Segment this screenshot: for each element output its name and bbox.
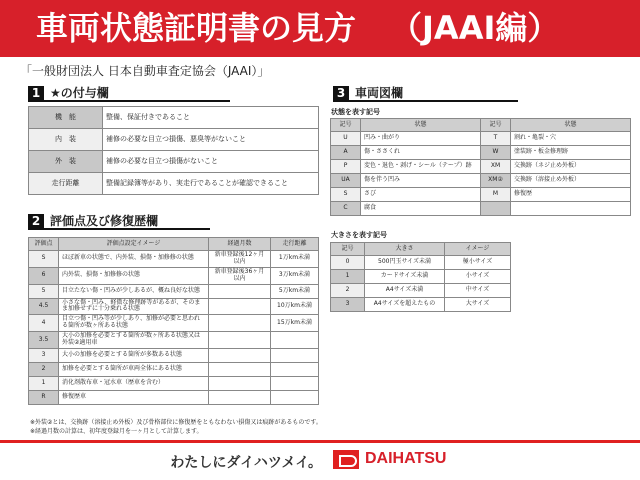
column-header: 記号 xyxy=(331,119,361,132)
header-row xyxy=(331,119,631,132)
table-cell: 交換跡（ネジ止め外板） xyxy=(511,160,631,174)
table-cell xyxy=(271,348,319,362)
footnote: ※外装②とは、交換跡（溶接止め外板）及び骨格部位に修復歴をともなわない損傷又は痕跡があるものです。 xyxy=(30,419,322,426)
grade-table xyxy=(28,237,319,405)
column-header: 大きさ xyxy=(365,243,445,256)
page-title: 車両状態証明書の見方 xyxy=(36,9,357,47)
table-row xyxy=(29,315,319,332)
state-symbols-label: 状態を表す記号 xyxy=(331,108,380,116)
table-cell xyxy=(209,284,271,298)
section1-heading xyxy=(28,86,230,102)
column-header: イメージ xyxy=(445,243,511,256)
table-cell xyxy=(209,362,271,376)
table-cell: カードサイズ未満 xyxy=(365,270,445,284)
table-row xyxy=(331,270,511,284)
table-cell: A4サイズを超えたもの xyxy=(365,298,445,312)
table-cell xyxy=(209,348,271,362)
table-row xyxy=(29,151,319,173)
table-cell: 塗装跡・板金修理跡 xyxy=(511,146,631,160)
table-cell: S xyxy=(29,251,59,268)
table-cell xyxy=(209,315,271,332)
table-cell: 腐食 xyxy=(361,202,481,216)
table-row xyxy=(29,129,319,151)
table-cell: 0 xyxy=(331,256,365,270)
table-cell: U xyxy=(331,132,361,146)
table-cell: 内 装 xyxy=(29,129,103,151)
table-cell: 3 xyxy=(331,298,365,312)
table-cell: A4サイズ未満 xyxy=(365,284,445,298)
table-cell xyxy=(481,202,511,216)
table-cell: 4.5 xyxy=(29,298,59,315)
table-cell: 目立つ傷・凹み等が少しあり、加修が必要と思われる箇所が数ヶ所ある状態 xyxy=(59,315,209,332)
column-header: 経過月数 xyxy=(209,238,271,251)
table-cell: 小さな傷・凹み、軽微な修理跡等があるが、そのまま加修せずに十分乗れる状態 xyxy=(59,298,209,315)
organization: 「一般財団法人 日本自動車査定協会（JAAI）」 xyxy=(20,64,270,78)
table-cell: 2 xyxy=(331,284,365,298)
table-cell: 1万km未満 xyxy=(271,251,319,268)
section3-heading xyxy=(333,86,518,102)
section-number: 1 xyxy=(28,86,44,101)
table-row xyxy=(331,284,511,298)
table-cell: 補修の必要な目立つ損傷、悪臭等がないこと xyxy=(103,129,319,151)
table-row xyxy=(331,160,631,174)
table-cell: A xyxy=(331,146,361,160)
table-cell: 新車登録後12ヶ月以内 xyxy=(209,251,271,268)
star-table xyxy=(28,106,319,195)
table-cell xyxy=(271,390,319,404)
table-row xyxy=(29,251,319,268)
table-cell: 割れ・亀裂・穴 xyxy=(511,132,631,146)
table-cell: T xyxy=(481,132,511,146)
table-cell: 整備記録簿等があり、実走行であることが確認できること xyxy=(103,173,319,195)
table-cell: 新車登録後36ヶ月以内 xyxy=(209,267,271,284)
table-cell: 大小の加修を必要とする箇所が多数ある状態 xyxy=(59,348,209,362)
table-cell: 500円玉サイズ未満 xyxy=(365,256,445,270)
table-cell: 10万km未満 xyxy=(271,298,319,315)
section-title: 評価点及び修復歴欄 xyxy=(50,214,159,228)
table-row xyxy=(331,202,631,216)
table-cell: さび xyxy=(361,188,481,202)
page-subtitle: （JAAI編） xyxy=(390,9,560,47)
table-cell: 傷を伴う凹み xyxy=(361,174,481,188)
table-cell xyxy=(209,390,271,404)
table-cell: S xyxy=(331,188,361,202)
table-cell: 整備、保証付きであること xyxy=(103,107,319,129)
table-cell: 6 xyxy=(29,267,59,284)
column-header: 状態 xyxy=(361,119,481,132)
table-row xyxy=(331,174,631,188)
table-cell: 目立たない傷・凹みが少しあるが、概ね良好な状態 xyxy=(59,284,209,298)
section-number: 3 xyxy=(333,86,349,101)
slogan-logo: わたしにダイハツメイ。 xyxy=(170,455,322,471)
table-cell: 15万km未満 xyxy=(271,315,319,332)
table-cell: 5 xyxy=(29,284,59,298)
table-cell xyxy=(511,202,631,216)
table-cell: 1 xyxy=(29,376,59,390)
table-row xyxy=(331,188,631,202)
table-cell: 3 xyxy=(29,348,59,362)
table-cell: XM② xyxy=(481,174,511,188)
column-header: 評価点 xyxy=(29,238,59,251)
table-row xyxy=(29,332,319,349)
table-cell: 2 xyxy=(29,362,59,376)
table-row xyxy=(29,362,319,376)
table-row xyxy=(29,267,319,284)
table-cell: 加修を必要とする箇所が車両全体にある状態 xyxy=(59,362,209,376)
table-cell: C xyxy=(331,202,361,216)
table-row xyxy=(29,107,319,129)
column-header: 評価点設定イメージ xyxy=(59,238,209,251)
size-symbols-table xyxy=(330,242,511,312)
table-row xyxy=(29,284,319,298)
table-cell: W xyxy=(481,146,511,160)
state-symbols-table xyxy=(330,118,631,216)
table-cell: 交換跡（溶接止め外板） xyxy=(511,174,631,188)
table-cell: 凹み・曲がり xyxy=(361,132,481,146)
table-cell: 機 能 xyxy=(29,107,103,129)
size-symbols-label: 大きさを表す記号 xyxy=(331,231,387,239)
table-cell: ほぼ新車の状態で、内外装、損傷・加修修の状態 xyxy=(59,251,209,268)
table-cell: 変色・退色・剥げ・シール（テープ）跡 xyxy=(361,160,481,174)
section-number: 2 xyxy=(28,214,44,229)
table-cell: 修復歴車 xyxy=(59,390,209,404)
column-header: 走行距離 xyxy=(271,238,319,251)
section-title: 車両図欄 xyxy=(355,86,404,100)
table-cell xyxy=(209,298,271,315)
table-cell: 中サイズ xyxy=(445,284,511,298)
table-cell: 5万km未満 xyxy=(271,284,319,298)
table-cell: UA xyxy=(331,174,361,188)
table-cell xyxy=(209,332,271,349)
table-cell: 大サイズ xyxy=(445,298,511,312)
section2-heading xyxy=(28,214,210,230)
table-cell: 3万km未満 xyxy=(271,267,319,284)
table-cell: 内外装、損傷・加修修の状態 xyxy=(59,267,209,284)
table-row xyxy=(29,348,319,362)
table-cell: P xyxy=(331,160,361,174)
table-row xyxy=(331,256,511,270)
table-cell: 3.5 xyxy=(29,332,59,349)
daihatsu-logo-icon xyxy=(333,450,359,469)
table-row xyxy=(29,376,319,390)
table-row xyxy=(29,390,319,404)
table-cell: 消化剤散布車・冠水車（歴車を含む） xyxy=(59,376,209,390)
table-cell: 傷・ささくれ xyxy=(361,146,481,160)
column-header: 記号 xyxy=(331,243,365,256)
table-cell xyxy=(271,332,319,349)
table-cell xyxy=(271,376,319,390)
brand-name: DAIHATSU xyxy=(365,450,447,467)
table-cell xyxy=(209,376,271,390)
table-cell xyxy=(271,362,319,376)
table-cell: 4 xyxy=(29,315,59,332)
column-header: 記号 xyxy=(481,119,511,132)
table-cell: 極小サイズ xyxy=(445,256,511,270)
table-cell: 大小の加修を必要とする箇所が数ヶ所ある状態又は外装②適用車 xyxy=(59,332,209,349)
table-cell: 小サイズ xyxy=(445,270,511,284)
table-cell: 補修の必要な目立つ損傷がないこと xyxy=(103,151,319,173)
table-row xyxy=(29,173,319,195)
divider xyxy=(0,440,640,443)
table-cell: 走行距離 xyxy=(29,173,103,195)
table-row xyxy=(331,132,631,146)
table-cell: R xyxy=(29,390,59,404)
title-banner xyxy=(0,0,640,57)
section-title: ★の付与欄 xyxy=(50,86,109,100)
table-row xyxy=(29,298,319,315)
footnote: ※経過月数の計算は、初年度登録月を一ヶ月として計算します。 xyxy=(30,428,203,435)
column-header: 状態 xyxy=(511,119,631,132)
header-row xyxy=(331,243,511,256)
header-row xyxy=(29,238,319,251)
table-cell: XM xyxy=(481,160,511,174)
table-cell: M xyxy=(481,188,511,202)
table-cell: 外 装 xyxy=(29,151,103,173)
table-row xyxy=(331,146,631,160)
table-cell: 修復歴 xyxy=(511,188,631,202)
footnotes xyxy=(30,418,610,436)
table-row xyxy=(331,298,511,312)
table-cell: 1 xyxy=(331,270,365,284)
